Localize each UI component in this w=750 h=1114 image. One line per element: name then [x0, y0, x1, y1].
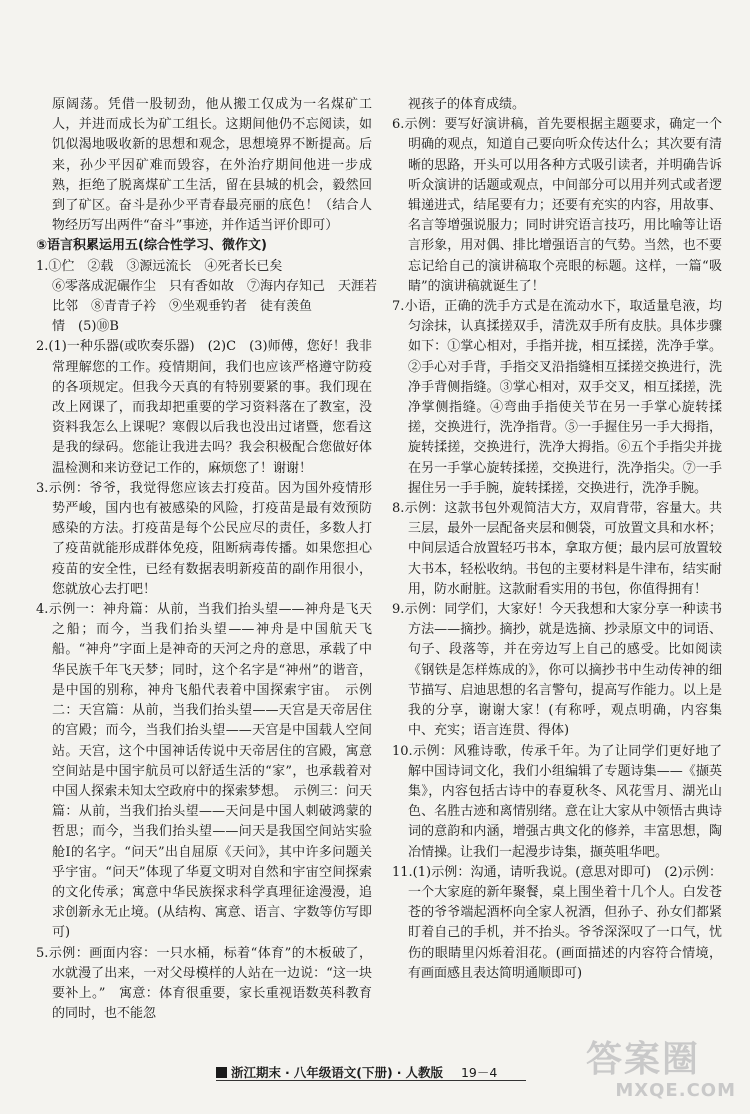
- q1-line-3: 比邻 ⑧青青子衿 ⑨坐观垂钓者 徒有羡鱼: [52, 299, 313, 315]
- q1-line-4: 情 (5)⑩B: [52, 319, 119, 335]
- q1-line-1: 1.①伫 ②载 ③源远流长 ④死者长已矣: [36, 258, 283, 274]
- answer-q6: 6.示例：要写好演讲稿，首先要根据主题要求，确定一个明确的观点，知道自己要向听众传达什么；其次要有清晰的思路，开头可以用各种方式吸引读者，并明确告诉听众演讲的话题或观点，中间部分可以用并列式或者逻辑递进式，结尾要有力；还要有充实的内容，用故事、名言等增强说服力；同时讲究语言技巧，用比喻等让语言形象，用对偶、排比增强语言的气势。当然，也不要忘记给自己的演讲稿取个亮眼的标题。这样，一篇“吸睛”的演讲稿就诞生了！: [392, 117, 722, 294]
- paragraph-continued: 原阔荡。凭借一股韧劲，他从搬工仅成为一名煤矿工人，并进而成长为矿工组长。这期间他仍不忘阅读，如饥似渴地吸收新的思想和观念，思想境界不断提高。后来，孙少平因矿难而毁容，在外治疗期间他进一步成熟，拒绝了脱离煤矿工生活，留在县城的机会，毅然回到了矿区。奋斗是孙少平青春最亮丽的底色！（结合人物经历写出两件“奋斗”事迹，并作适当评价即可）: [52, 97, 372, 234]
- q1-line-2: ⑥零落成泥碾作尘 只有香如故 ⑦海内存知己 天涯若: [52, 278, 378, 294]
- answer-q8: 8.示例：这款书包外观简洁大方，双肩背带，容量大。共三层，最外一层配备夹层和侧袋，可放置文具和水杯；中间层适合放置轻巧书本，拿取方便；最内层可放置较大书本，轻松收纳。书包的主要材料是牛津布，结实耐用，防水耐脏。这款耐看实用的书包，你值得拥有！: [392, 501, 722, 597]
- answer-q3: 3.示例：爷爷，我觉得您应该去打疫苗。因为国外疫情形势严峻，国内也有被感染的风险，打疫苗是最有效预防感染的方法。打疫苗是每个公民应尽的责任，多数人打了疫苗就能形成群体免疫，阻断病毒传播。如果您担心疫苗的安全性，已经有数据表明新疫苗的副作用很小，您就放心去打吧！: [36, 480, 372, 597]
- right-column: [392, 95, 722, 984]
- footer-divider: [216, 1080, 526, 1081]
- paragraph-continued-right: 视孩子的体育成绩。: [408, 97, 526, 112]
- footer-dot: ·: [285, 1064, 290, 1080]
- section-title: ⑤语言积累运用五(综合性学习、微作文): [36, 238, 267, 254]
- watermark-url: MXQE.COM: [615, 1080, 736, 1101]
- watermark-text: 答案圈: [586, 1039, 701, 1080]
- answer-q4: 4.示例一：神舟篇：从前，当我们抬头望——神舟是飞天之船；而今，当我们抬头望——神舟是中国航天飞船。“神舟”字面上是神奇的天河之舟的意思，承载了中华民族千年飞天梦；同时，这个名字是“神州”的谐音，是中国的别称，神舟飞船代表着中国探索宇宙。 示例二：天宫篇：从前，当我们抬头望——天宫是天帝居住的宫殿；而今，当我们抬头望——天宫是中国载人空间站。天宫，这个中国神话传说中天帝居住的宫殿，寓意空间站是中国宇航员可以舒适生活的“家”，也承载着对中国人探索未知太空政府中的探索梦想。 示例三：问天篇：从前，当我们抬头望——天问是中国人刺破鸿蒙的哲思；而今，当我们抬头望——问天是我国空间站实验舱Ⅰ的名字。“问天”出自屈原《天问》，其中许多问题关乎宇宙。“问天”体现了华夏文明对自然和宇宙空间探索的文化传承；寓意中华民族探求科学真理征途漫漫，追求创新永无止境。(从结构、寓意、语言、字数等仿写即可): [36, 602, 372, 941]
- left-column: [36, 95, 378, 1024]
- footer-edition: 人教版: [405, 1065, 443, 1080]
- footer-dot-2: ·: [396, 1064, 402, 1080]
- answer-q5: 5.示例：画面内容：一只水桶，标着“体育”的木板破了，水就漫了出来，一对父母模样的人站在一边说：“这一块要补上。” 寓意：体育很重要，家长重视语数英科教育的同时，也不能忽: [36, 945, 372, 1022]
- footer-grade: 八年级语文(下册): [293, 1065, 393, 1080]
- answer-q11: 11.(1)示例：沟通，请听我说。(意思对即可) (2)示例：一个大家庭的新年聚餐，桌上围坐着十几个人。白发苍苍的爷爷端起酒杯向全家人祝酒，但孙子、孙女们都紧盯着自己的手机，并不抬头。爷爷深深叹了一口气，忧伤的眼睛里闪烁着泪花。(画面描述的内容符合情境，有画面感且表达简明通顺即可): [392, 864, 722, 981]
- answer-q10: 10.示例：风雅诗歌，传承千年。为了让同学们更好地了解中国诗词文化，我们小组编辑了专题诗集——《撷英集》，内容包括古诗中的春夏秋冬、风花雪月、湖光山色、名胜古迹和离情别绪。意在让大家从中领悟古典诗词的意韵和内涵，增强古典文化的修养，丰富思想，陶冶情操。让我们一起漫步诗集，撷英咀华吧。: [392, 743, 722, 860]
- page-footer: [216, 1063, 497, 1081]
- answer-q2: 2.(1)一种乐器(或吹奏乐器) (2)C (3)师傅，您好！我非常理解您的工作。疫情期间，我们也应该严格遵守防疫的各项规定。但我今天真的有特别要紧的事。我们现在改上网课了，而我却把重要的学习资料落在了教室，没资料我怎么上课呢？寒假以后我也没出过诸暨，您看这是我的绿码。您能让我进去吗？我会积极配合您做好体温检测和来访登记工作的，麻烦您了！谢谢！: [36, 339, 372, 476]
- footer-series: 浙江期末: [231, 1065, 282, 1080]
- answer-q9: 9.示例：同学们，大家好！今天我想和大家分享一种读书方法——摘抄。摘抄，就是选摘、抄录原文中的词语、句子、段落等，并在旁边写上自己的感受。比如阅读《钢铁是怎样炼成的》，你可以摘抄书中生动传神的细节描写、启迪思想的名言警句，提高写作能力。以上是我的分享，谢谢大家！(有称呼，观点明确，内容集中、充实；语言连贯、得体): [392, 602, 722, 739]
- square-icon: [216, 1067, 227, 1078]
- answer-q7: 7.小语，正确的洗手方式是在流动水下，取适量皂液，均匀涂抹，认真揉搓双手，清洗双手所有皮肤。具体步骤如下：①掌心相对，手指并拢，相互揉搓，洗净手掌。②手心对手背，手指交叉沿指缝相互揉搓交换进行，洗净手背侧指缝。③掌心相对，双手交叉，相互揉搓，洗净掌侧指缝。④弯曲手指使关节在另一手掌心旋转揉搓，交换进行，洗净指背。⑤一手握住另一手大拇指，旋转揉搓，交换进行，洗净大拇指。⑥五个手指尖并拢在另一手掌心旋转揉搓，交换进行，洗净指尖。⑦一手握住另一手手腕，旋转揉搓，交换进行，洗净手腕。: [392, 299, 722, 496]
- page-number: 19－4: [460, 1065, 498, 1080]
- watermark-logo: [586, 1040, 736, 1112]
